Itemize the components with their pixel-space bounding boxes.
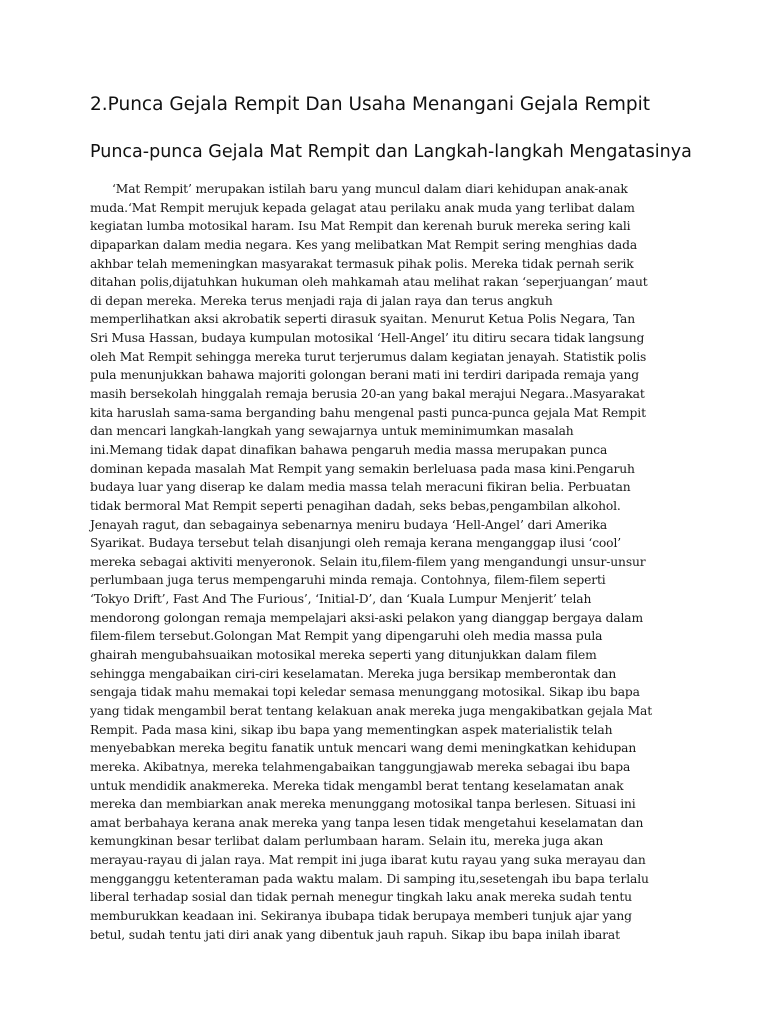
body-line: merayau-rayau di jalan raya. Mat rempit ini juga ibarat kutu rayau yang suka merayau dan (90, 853, 646, 868)
body-line: Syarikat. Budaya tersebut telah disanjungi oleh remaja kerana menganggap ilusi ‘cool’ (90, 536, 621, 551)
body-line: ini.Memang tidak dapat dinafikan bahawa pengaruh media massa merupakan punca (90, 442, 608, 457)
body-line: pula menunjukkan bahawa majoriti golongan berani mati ini terdiri daripada remaja yang (90, 368, 639, 383)
body-line: dipaparkan dalam media negara. Kes yang melibatkan Mat Rempit sering menghias dada (90, 237, 637, 252)
body-line: mengganggu ketenteraman pada waktu malam. Di samping itu,sesetengah ibu bapa terlalu (90, 871, 649, 886)
body-line: di depan mereka. Mereka terus menjadi raja di jalan raya dan terus angkuh (90, 293, 553, 308)
body-line: muda.‘Mat Rempit merujuk kepada gelagat atau perilaku anak muda yang terlibat dalam (90, 200, 635, 215)
body-line: menyebabkan mereka begitu fanatik untuk mencari wang demi meningkatkan kehidupan (90, 741, 637, 756)
body-line: Jenayah ragut, dan sebagainya sebenarnya meniru budaya ‘Hell-Angel’ dari Amerika (90, 517, 608, 532)
body-line: memburukkan keadaan ini. Sekiranya ibubapa tidak berupaya memberi tunjuk ajar yang (90, 908, 632, 923)
body-line: sengaja tidak mahu memakai topi keledar semasa menunggang motosikal. Sikap ibu bapa (90, 685, 640, 700)
body-line: budaya luar yang diserap ke dalam media massa telah meracuni fikiran belia. Perbuatan (90, 480, 631, 495)
body-line: mereka sebagai aktiviti menyeronok. Selain itu,filem-filem yang mengandungi unsur-unsur (90, 554, 646, 569)
body-line: untuk mendidik anakmereka. Mereka tidak mengambl berat tentang keselamatan anak (90, 778, 624, 793)
body-line: memperlihatkan aksi akrobatik seperti dirasuk syaitan. Menurut Ketua Polis Negara, Tan (90, 312, 635, 327)
body-line: sehingga mengabaikan ciri-ciri keselamatan. Mereka juga bersikap memberontak dan (90, 666, 617, 681)
body-line: amat berbahaya kerana anak mereka yang tanpa lesen tidak mengetahui keselamatan dan (90, 815, 644, 830)
body-line: kemungkinan besar terlibat dalam perlumbaan haram. Selain itu, mereka juga akan (90, 834, 604, 849)
body-line: dan mencari langkah-langkah yang sewajarnya untuk meminimumkan masalah (90, 424, 574, 439)
body-line: kegiatan lumba motosikal haram. Isu Mat Rempit dan kerenah buruk mereka sering kali (90, 219, 631, 234)
body-line: ditahan polis,dijatuhkan hukuman oleh mahkamah atau melihat rakan ‘seperjuangan’ maut (90, 275, 648, 290)
body-line: betul, sudah tentu jati diri anak yang dibentuk jauh rapuh. Sikap ibu bapa inilah ibarat (90, 927, 620, 942)
body-line: masih bersekolah hinggalah remaja berusia 20-an yang bakal merajui Negara..Masyarakat (90, 387, 645, 402)
body-line: Rempit. Pada masa kini, sikap ibu bapa yang mementingkan aspek materialistik telah (90, 722, 613, 737)
body-line: liberal terhadap sosial dan tidak pernah menegur tingkah laku anak mereka sudah tentu (90, 890, 632, 905)
body-line: oleh Mat Rempit sehingga mereka turut terjerumus dalam kegiatan jenayah. Statistik polis (90, 349, 647, 364)
body-line: yang tidak mengambil berat tentang kelakuan anak mereka juga mengakibatkan gejala Mat (90, 703, 652, 718)
body-line: filem-filem tersebut.Golongan Mat Rempit yang dipengaruhi oleh media massa pula (90, 629, 603, 644)
body-line: perlumbaan juga terus mempengaruhi minda remaja. Contohnya, filem-filem seperti (90, 573, 606, 588)
body-line: tidak bermoral Mat Rempit seperti penagihan dadah, seks bebas,pengambilan alkohol. (90, 498, 621, 513)
section-subheading: Punca-punca Gejala Mat Rempit dan Langkah-langkah Mengatasinya (90, 142, 692, 162)
body-line: dominan kepada masalah Mat Rempit yang semakin berleluasa pada masa kini.Pengaruh (90, 461, 635, 476)
body-line: kita haruslah sama-sama berganding bahu mengenal pasti punca-punca gejala Mat Rempit (90, 405, 646, 420)
body-line: Sri Musa Hassan, budaya kumpulan motosikal ‘Hell-Angel’ itu ditiru secara tidak langsung (90, 331, 645, 346)
body-line: ghairah mengubahsuaikan motosikal mereka seperti yang ditunjukkan dalam filem (90, 648, 597, 663)
body-line: ‘Mat Rempit’ merupakan istilah baru yang muncul dalam diari kehidupan anak-anak (112, 182, 628, 196)
body-line: mereka dan membiarkan anak mereka menunggang motosikal tanpa berlesen. Situasi ini (90, 797, 636, 812)
body-line: akhbar telah memeningkan masyarakat termasuk pihak polis. Mereka tidak pernah serik (90, 256, 634, 271)
body-line: mendorong golongan remaja mempelajari aksi-aski pelakon yang dianggap bergaya dalam (90, 610, 643, 625)
body-line: mereka. Akibatnya, mereka telahmengabaikan tanggungjawab mereka sebagai ibu bapa (90, 759, 631, 774)
body-paragraph (90, 180, 678, 944)
section-heading: 2.Punca Gejala Rempit Dan Usaha Menangani Gejala Rempit (90, 94, 651, 115)
body-line: ‘Tokyo Drift’, Fast And The Furious’, ‘Initial-D’, dan ‘Kuala Lumpur Menjerit’ telah (90, 592, 592, 607)
